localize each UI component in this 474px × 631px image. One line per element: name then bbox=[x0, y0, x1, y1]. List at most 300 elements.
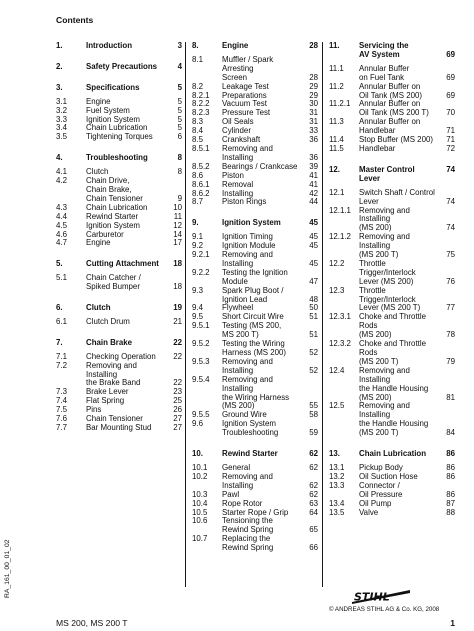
toc-entry-title: Chain Catcher / bbox=[86, 273, 141, 283]
toc-entry-title: Specifications bbox=[86, 82, 140, 92]
toc-entry-title: Pins bbox=[86, 405, 102, 415]
toc-entry-number: 3.4 bbox=[56, 123, 67, 133]
toc-chapter-heading[interactable] bbox=[192, 450, 318, 459]
toc-entry-number: 7.2 bbox=[56, 360, 67, 370]
toc-entry-title: Flat Spring bbox=[86, 396, 125, 406]
toc-entry-page: 45 bbox=[309, 232, 318, 242]
toc-entry-title: Annular Buffer bbox=[359, 63, 410, 73]
toc-entry-page: 62 bbox=[309, 462, 318, 472]
toc-entry[interactable] bbox=[192, 109, 318, 118]
toc-entry-title: Cutting Attachment bbox=[86, 259, 159, 269]
toc-entry-title: Lever (MS 200 T) bbox=[359, 303, 421, 313]
toc-entry-page: 74 bbox=[446, 196, 455, 206]
toc-entry-number: 7.7 bbox=[56, 423, 67, 432]
toc-entry-title: Ignition System bbox=[86, 114, 140, 124]
toc-entry-title: (MS 200) bbox=[359, 392, 392, 402]
toc-entry-page: 5 bbox=[177, 105, 182, 115]
toc-entry-page: 9 bbox=[177, 193, 182, 203]
toc-entry-number: 4.4 bbox=[56, 211, 67, 221]
toc-entry-page: 88 bbox=[446, 507, 455, 517]
toc-entry[interactable] bbox=[329, 385, 455, 394]
toc-entry-page: 70 bbox=[446, 108, 455, 118]
toc-entry-number: 12.5 bbox=[329, 401, 345, 411]
toc-entry-title: Ignition System bbox=[222, 419, 276, 429]
toc-entry-number: 9.5.5 bbox=[192, 410, 210, 420]
toc-section bbox=[56, 260, 182, 292]
toc-entry-number: 8.6 bbox=[192, 170, 203, 180]
toc-entry-title: Ground Wire bbox=[222, 410, 267, 420]
toc-entry-title: Handlebar bbox=[359, 143, 396, 153]
toc-entry-title: Pickup Body bbox=[359, 462, 403, 472]
toc-entry-title: Oil Suction Hose bbox=[359, 471, 418, 481]
toc-entry-title: Troubleshooting bbox=[86, 153, 148, 163]
toc-entry-title: (MS 200) bbox=[222, 401, 255, 411]
toc-entry-number: 13.1 bbox=[329, 462, 345, 472]
toc-entry-page: 51 bbox=[309, 312, 318, 322]
toc-entry-number: 4.1 bbox=[56, 167, 67, 177]
toc-entry-page: 79 bbox=[446, 356, 455, 366]
toc-entry-page: 23 bbox=[173, 387, 182, 397]
toc-entry-title: Testing (MS 200, bbox=[222, 321, 282, 331]
toc-entry-title: (MS 200 T) bbox=[359, 428, 399, 438]
toc-entry-number: 9.3 bbox=[192, 285, 203, 295]
toc-entry-title: Troubleshooting bbox=[222, 428, 279, 438]
toc-entry-page: 66 bbox=[309, 543, 318, 553]
toc-entry[interactable] bbox=[329, 367, 455, 385]
toc-entry[interactable] bbox=[192, 394, 318, 403]
toc-entry-page: 45 bbox=[309, 258, 318, 268]
toc-entry-title: Testing the Ignition bbox=[222, 267, 288, 277]
toc-entry[interactable] bbox=[192, 482, 318, 491]
toc-entry-title: Removing and Installing bbox=[359, 205, 410, 224]
toc-entry[interactable] bbox=[329, 145, 455, 154]
toc-entry-title: Chain Lubrication bbox=[86, 123, 148, 133]
stihl-logo bbox=[351, 588, 411, 604]
toc-entry-page: 58 bbox=[309, 410, 318, 420]
toc-entry-title: Installing bbox=[222, 480, 254, 490]
toc-entry-number: 1. bbox=[56, 41, 63, 50]
toc-entry-page: 76 bbox=[446, 276, 455, 286]
toc-chapter-heading[interactable] bbox=[192, 219, 318, 228]
toc-entry-number: 9.5.3 bbox=[192, 356, 210, 366]
toc-entry-page: 41 bbox=[309, 179, 318, 189]
toc-entry-page: 31 bbox=[309, 117, 318, 127]
toc-entry[interactable] bbox=[56, 231, 182, 240]
toc-entry-page: 47 bbox=[309, 276, 318, 286]
toc-chapter-heading[interactable] bbox=[56, 63, 182, 72]
toc-entry-page: 18 bbox=[173, 282, 182, 292]
toc-entry-title: Ignition Module bbox=[222, 241, 276, 251]
toc-entry[interactable] bbox=[192, 172, 318, 181]
logo-text: STIHL bbox=[354, 590, 390, 604]
toc-entry-number: 12.4 bbox=[329, 365, 345, 375]
toc-entry-page: 71 bbox=[446, 126, 455, 136]
toc-entry-title: Engine bbox=[86, 96, 111, 106]
toc-section bbox=[192, 42, 318, 207]
toc-entry-number: 8.5 bbox=[192, 135, 203, 145]
toc-entry[interactable] bbox=[192, 429, 318, 438]
toc-section bbox=[56, 84, 182, 142]
toc-entry-number: 12.2 bbox=[329, 258, 345, 268]
toc-entry[interactable] bbox=[192, 544, 318, 553]
toc-entry-title: Installing bbox=[222, 258, 254, 268]
toc-entry-number: 12.1.1 bbox=[329, 205, 351, 215]
toc-entry[interactable] bbox=[329, 251, 455, 260]
toc-entry-title: Removing and bbox=[222, 356, 273, 366]
toc-entry[interactable] bbox=[192, 145, 318, 154]
toc-entry-page: 5 bbox=[177, 96, 182, 106]
toc-entry-page: 5 bbox=[177, 114, 182, 124]
toc-entry[interactable] bbox=[192, 473, 318, 482]
toc-entry-number: 8.6.2 bbox=[192, 188, 210, 198]
toc-section bbox=[329, 166, 455, 438]
toc-entry-title: Choke and Throttle Rods bbox=[359, 312, 426, 331]
toc-entry-number: 3.5 bbox=[56, 132, 67, 142]
toc-entry-title: Clutch bbox=[86, 167, 109, 177]
toc-entry-title: Clutch Drum bbox=[86, 316, 130, 326]
toc-entry[interactable] bbox=[192, 296, 318, 305]
toc-entry-title: Handlebar bbox=[359, 126, 396, 136]
toc-chapter-heading[interactable] bbox=[329, 450, 455, 459]
toc-entry[interactable] bbox=[329, 313, 455, 331]
toc-entry-page: 18 bbox=[173, 259, 182, 269]
toc-chapter-heading[interactable] bbox=[56, 84, 182, 93]
toc-entry-page: 62 bbox=[309, 489, 318, 499]
toc-entry-number: 8. bbox=[192, 41, 199, 50]
toc-entry-number: 8.1 bbox=[192, 54, 203, 64]
toc-entry-page: 28 bbox=[309, 41, 318, 50]
toc-entry[interactable] bbox=[192, 376, 318, 394]
toc-entry-number: 7.3 bbox=[56, 387, 67, 397]
toc-entry-page: 29 bbox=[309, 90, 318, 100]
toc-entry-number: 10.4 bbox=[192, 498, 208, 508]
toc-entry-title: (MS 200) bbox=[359, 330, 392, 340]
toc-entry-number: 8.3 bbox=[192, 117, 203, 127]
toc-entry[interactable] bbox=[56, 424, 182, 433]
toc-entry-page: 84 bbox=[446, 428, 455, 438]
toc-entry-number: 11.4 bbox=[329, 135, 344, 145]
toc-entry-title: Chain Tensioner bbox=[86, 193, 143, 203]
toc-entry-title: Crankshaft bbox=[222, 135, 261, 145]
toc-entry[interactable] bbox=[192, 56, 318, 74]
toc-entry-number: 10.3 bbox=[192, 489, 208, 499]
toc-entry[interactable] bbox=[329, 189, 455, 198]
toc-entry-number: 9.2.2 bbox=[192, 267, 210, 277]
toc-entry-title: Removing and bbox=[222, 471, 273, 481]
toc-entry[interactable] bbox=[329, 260, 455, 278]
toc-entry[interactable] bbox=[192, 358, 318, 367]
toc-entry-number: 10. bbox=[192, 449, 203, 459]
toc-entry-title: Safety Precautions bbox=[86, 61, 158, 71]
toc-entry-page: 17 bbox=[173, 238, 182, 248]
toc-entry-page: 86 bbox=[446, 462, 455, 472]
toc-entry-number: 10.1 bbox=[192, 462, 208, 472]
toc-entry-title: the Handle Housing bbox=[359, 419, 429, 429]
toc-entry[interactable] bbox=[329, 500, 455, 509]
toc-entry-page: 62 bbox=[309, 480, 318, 490]
toc-chapter-heading[interactable] bbox=[56, 304, 182, 313]
toc-entry-number: 2. bbox=[56, 61, 63, 71]
toc-entry-page: 45 bbox=[309, 241, 318, 251]
toc-entry-title: Removing and bbox=[222, 143, 273, 153]
toc-entry-title: Spiked Bumper bbox=[86, 282, 140, 292]
toc-entry-page: 3 bbox=[177, 41, 182, 50]
toc-entry[interactable] bbox=[329, 340, 455, 358]
toc-entry-page: 21 bbox=[173, 316, 182, 326]
toc-entry-page: 74 bbox=[446, 223, 455, 233]
toc-entry-title: Checking Operation bbox=[86, 351, 156, 361]
toc-entry-title: Spark Plug Boot / bbox=[222, 285, 284, 295]
toc-entry-page: 41 bbox=[309, 170, 318, 180]
toc-section bbox=[56, 63, 182, 72]
toc-entry-title: Annular Buffer on bbox=[359, 81, 421, 91]
toc-entry-page: 29 bbox=[309, 81, 318, 91]
toc-entry-page: 10 bbox=[173, 202, 182, 212]
toc-entry-title: Removing and Installing bbox=[222, 374, 273, 393]
toc-chapter-heading[interactable] bbox=[56, 154, 182, 163]
toc-entry-number: 13.2 bbox=[329, 471, 345, 481]
toc-entry-number: 9. bbox=[192, 218, 199, 228]
toc-entry[interactable] bbox=[56, 239, 182, 248]
toc-entry-title: Engine bbox=[86, 238, 111, 248]
toc-entry-title: Removing and Installing bbox=[359, 401, 410, 420]
toc-entry-page: 27 bbox=[173, 414, 182, 424]
toc-entry-page: 51 bbox=[309, 330, 318, 340]
toc-entry-title: Carburetor bbox=[86, 229, 124, 239]
toc-entry[interactable] bbox=[329, 233, 455, 251]
toc-entry-page: 25 bbox=[173, 396, 182, 406]
toc-entry-number: 3.1 bbox=[56, 96, 67, 106]
toc-entry-title: Chain Brake bbox=[86, 337, 133, 347]
toc-entry[interactable] bbox=[56, 397, 182, 406]
column-divider bbox=[322, 42, 323, 587]
toc-entry-page: 22 bbox=[173, 351, 182, 361]
toc-entry-number: 8.2 bbox=[192, 81, 203, 91]
toc-entry-number: 5.1 bbox=[56, 273, 67, 283]
toc-entry-title: Chain Brake, bbox=[86, 184, 132, 194]
toc-entry-number: 9.5 bbox=[192, 312, 203, 322]
toc-entry-title: Installing bbox=[222, 152, 254, 162]
toc-entry-title: Short Circuit Wire bbox=[222, 312, 284, 322]
toc-entry-title: Engine bbox=[222, 41, 249, 50]
toc-entry-page: 26 bbox=[173, 405, 182, 415]
toc-entry-page: 86 bbox=[446, 471, 455, 481]
toc-entry-title: Choke and Throttle Rods bbox=[359, 339, 426, 357]
toc-entry[interactable] bbox=[329, 491, 455, 500]
toc-entry-title: Pressure Test bbox=[222, 108, 271, 118]
toc-entry-page: 22 bbox=[173, 378, 182, 388]
toc-entry-title: the Brake Band bbox=[86, 378, 141, 388]
toc-entry[interactable] bbox=[192, 251, 318, 260]
toc-entry-title: Starter Rope / Grip bbox=[222, 507, 289, 517]
toc-entry-number: 8.5.1 bbox=[192, 143, 210, 153]
toc-entry-page: 5 bbox=[177, 82, 182, 92]
toc-entry-number: 13.3 bbox=[329, 480, 345, 490]
toc-entry-number: 9.2 bbox=[192, 241, 203, 251]
toc-entry-number: 7.5 bbox=[56, 405, 67, 415]
toc-entry[interactable] bbox=[192, 118, 318, 127]
toc-entry-page: 52 bbox=[309, 348, 318, 357]
toc-entry-title: Fuel System bbox=[86, 105, 130, 115]
toc-entry-number: 9.2.1 bbox=[192, 250, 210, 260]
toc-entry-page: 72 bbox=[446, 143, 455, 153]
toc-section bbox=[329, 42, 455, 154]
toc-entry-title: Oil Tank (MS 200) bbox=[359, 90, 423, 100]
toc-entry[interactable] bbox=[56, 133, 182, 142]
toc-entry-number: 10.2 bbox=[192, 471, 208, 481]
toc-entry-number: 5. bbox=[56, 259, 63, 269]
toc-entry-number: 11.2 bbox=[329, 81, 344, 91]
toc-chapter-heading[interactable] bbox=[329, 166, 455, 184]
toc-entry[interactable] bbox=[192, 181, 318, 190]
toc-entry-page: 74 bbox=[446, 164, 455, 174]
toc-entry[interactable] bbox=[329, 207, 455, 225]
toc-entry-title: Chain Drive, bbox=[86, 176, 130, 186]
toc-entry-number: 12.1.2 bbox=[329, 232, 351, 242]
toc-entry-page: 22 bbox=[173, 337, 182, 347]
toc-entry[interactable] bbox=[329, 287, 455, 305]
toc-entry-number: 13.5 bbox=[329, 507, 345, 517]
toc-entry-number: 10.5 bbox=[192, 507, 208, 517]
toc-entry-title: (MS 200) bbox=[359, 223, 392, 233]
toc-entry-number: 10.6 bbox=[192, 516, 208, 526]
toc-entry-title: Ignition System bbox=[86, 220, 140, 230]
toc-entry-title: Throttle Trigger/Interlock bbox=[359, 258, 416, 277]
toc-entry-page: 5 bbox=[177, 123, 182, 133]
toc-entry-title: Piston bbox=[222, 170, 244, 180]
toc-entry-title: Harness (MS 200) bbox=[222, 348, 287, 357]
toc-entry-number: 12. bbox=[329, 164, 340, 174]
toc-column bbox=[329, 42, 455, 529]
toc-entry-number: 7.1 bbox=[56, 351, 67, 361]
toc-section bbox=[192, 450, 318, 553]
toc-entry-title: Lever bbox=[359, 196, 379, 206]
toc-entry-page: 8 bbox=[177, 167, 182, 177]
toc-entry-page: 36 bbox=[309, 152, 318, 162]
toc-entry-page: 63 bbox=[309, 498, 318, 508]
toc-entry-title: Bar Mounting Stud bbox=[86, 423, 152, 432]
toc-section bbox=[329, 450, 455, 517]
toc-entry-title: Master Control Lever bbox=[359, 164, 415, 183]
toc-entry-title: Lever (MS 200) bbox=[359, 276, 414, 286]
toc-entry-title: Annular Buffer on bbox=[359, 117, 421, 127]
toc-entry-number: 6.1 bbox=[56, 316, 67, 326]
toc-entry-page: 33 bbox=[309, 126, 318, 136]
toc-entry[interactable] bbox=[329, 429, 455, 438]
toc-entry-page: 62 bbox=[309, 449, 318, 459]
toc-entry-number: 4.7 bbox=[56, 238, 67, 248]
toc-entry[interactable] bbox=[329, 278, 455, 287]
toc-entry-page: 27 bbox=[173, 423, 182, 432]
toc-entry-title: Ignition Lead bbox=[222, 294, 268, 304]
toc-entry-title: Valve bbox=[359, 507, 379, 517]
toc-entry-title: Ignition Timing bbox=[222, 232, 273, 242]
toc-entry-number: 4.6 bbox=[56, 229, 67, 239]
toc-entry-page: 69 bbox=[446, 49, 455, 59]
toc-entry-title: Removing and Installing bbox=[359, 365, 410, 384]
toc-entry-number: 11.5 bbox=[329, 143, 344, 153]
toc-chapter-heading[interactable] bbox=[56, 42, 182, 51]
toc-entry-page: 69 bbox=[446, 90, 455, 100]
toc-entry-title: Switch Shaft / Control bbox=[359, 187, 435, 197]
toc-column bbox=[192, 42, 318, 565]
toc-entry-title: Leakage Test bbox=[222, 81, 269, 91]
toc-entry-number: 11.2.1 bbox=[329, 99, 351, 109]
toc-entry-number: 3.3 bbox=[56, 114, 67, 124]
toc-entry-title: Throttle Trigger/Interlock bbox=[359, 285, 416, 304]
toc-entry[interactable] bbox=[329, 509, 455, 518]
toc-entry[interactable] bbox=[56, 283, 182, 292]
toc-entry[interactable] bbox=[56, 318, 182, 327]
toc-entry-page: 59 bbox=[309, 428, 318, 438]
toc-entry-title: Testing the Wiring bbox=[222, 339, 285, 349]
toc-chapter-heading[interactable] bbox=[192, 42, 318, 51]
toc-entry-title: Preparations bbox=[222, 90, 267, 100]
toc-entry-page: 71 bbox=[446, 135, 455, 145]
toc-entry-title: Removing and Installing bbox=[86, 360, 137, 379]
toc-entry[interactable] bbox=[56, 362, 182, 380]
page-title: Contents bbox=[56, 15, 94, 25]
toc-entry-number: 12.3 bbox=[329, 285, 345, 295]
toc-entry-title: MS 200 T) bbox=[222, 330, 259, 340]
toc-entry-number: 11. bbox=[329, 41, 340, 50]
toc-entry-page: 31 bbox=[309, 108, 318, 118]
toc-entry-number: 4.2 bbox=[56, 176, 67, 186]
toc-entry-title: Oil Tank (MS 200 T) bbox=[359, 108, 429, 118]
toc-entry-title: Oil Pump bbox=[359, 498, 392, 508]
toc-entry-page: 4 bbox=[177, 61, 182, 71]
toc-entry-title: Removal bbox=[222, 179, 254, 189]
toc-entry-title: Tensioning the bbox=[222, 516, 273, 526]
toc-entry[interactable] bbox=[192, 163, 318, 172]
toc-entry-title: Ignition System bbox=[222, 218, 281, 228]
toc-entry-page: 6 bbox=[177, 132, 182, 142]
toc-entry-page: 28 bbox=[309, 72, 318, 82]
toc-entry-page: 86 bbox=[446, 449, 455, 459]
toc-entry-number: 6. bbox=[56, 303, 63, 313]
toc-entry-title: Annular Buffer on bbox=[359, 99, 421, 109]
toc-entry[interactable] bbox=[192, 269, 318, 278]
toc-entry-title: on Fuel Tank bbox=[359, 72, 405, 82]
toc-entry-number: 9.5.1 bbox=[192, 321, 210, 331]
toc-entry-title: Chain Lubrication bbox=[359, 449, 427, 459]
toc-entry[interactable] bbox=[329, 402, 455, 420]
toc-entry-title: the Handle Housing bbox=[359, 383, 429, 393]
toc-entry-page: 14 bbox=[173, 229, 182, 239]
toc-entry[interactable] bbox=[192, 198, 318, 207]
toc-entry-number: 11.3 bbox=[329, 117, 344, 127]
toc-entry-title: (MS 200 T) bbox=[359, 250, 399, 260]
toc-entry-title: Oil Pressure bbox=[359, 489, 403, 499]
toc-entry-page: 77 bbox=[446, 303, 455, 313]
toc-entry-number: 3. bbox=[56, 82, 63, 92]
toc-chapter-heading[interactable] bbox=[56, 339, 182, 348]
toc-entry-title: Replacing the bbox=[222, 534, 271, 544]
toc-entry-page: 52 bbox=[309, 365, 318, 375]
copyright: © ANDREAS STIHL AG & Co. KG, 2008 bbox=[329, 606, 440, 613]
toc-entry-title: Installing bbox=[222, 188, 254, 198]
toc-section bbox=[56, 304, 182, 327]
toc-entry-title: Screen bbox=[222, 72, 248, 82]
toc-entry-page: 48 bbox=[309, 294, 318, 304]
toc-entry[interactable] bbox=[329, 51, 455, 60]
toc-entry-number: 8.6.1 bbox=[192, 179, 210, 189]
toc-entry-title: Oil Seals bbox=[222, 117, 254, 127]
toc-chapter-heading[interactable] bbox=[56, 260, 182, 269]
toc-entry-page: 19 bbox=[173, 303, 182, 313]
toc-entry-page: 50 bbox=[309, 303, 318, 313]
toc-entry-title: Servicing the bbox=[359, 41, 409, 50]
